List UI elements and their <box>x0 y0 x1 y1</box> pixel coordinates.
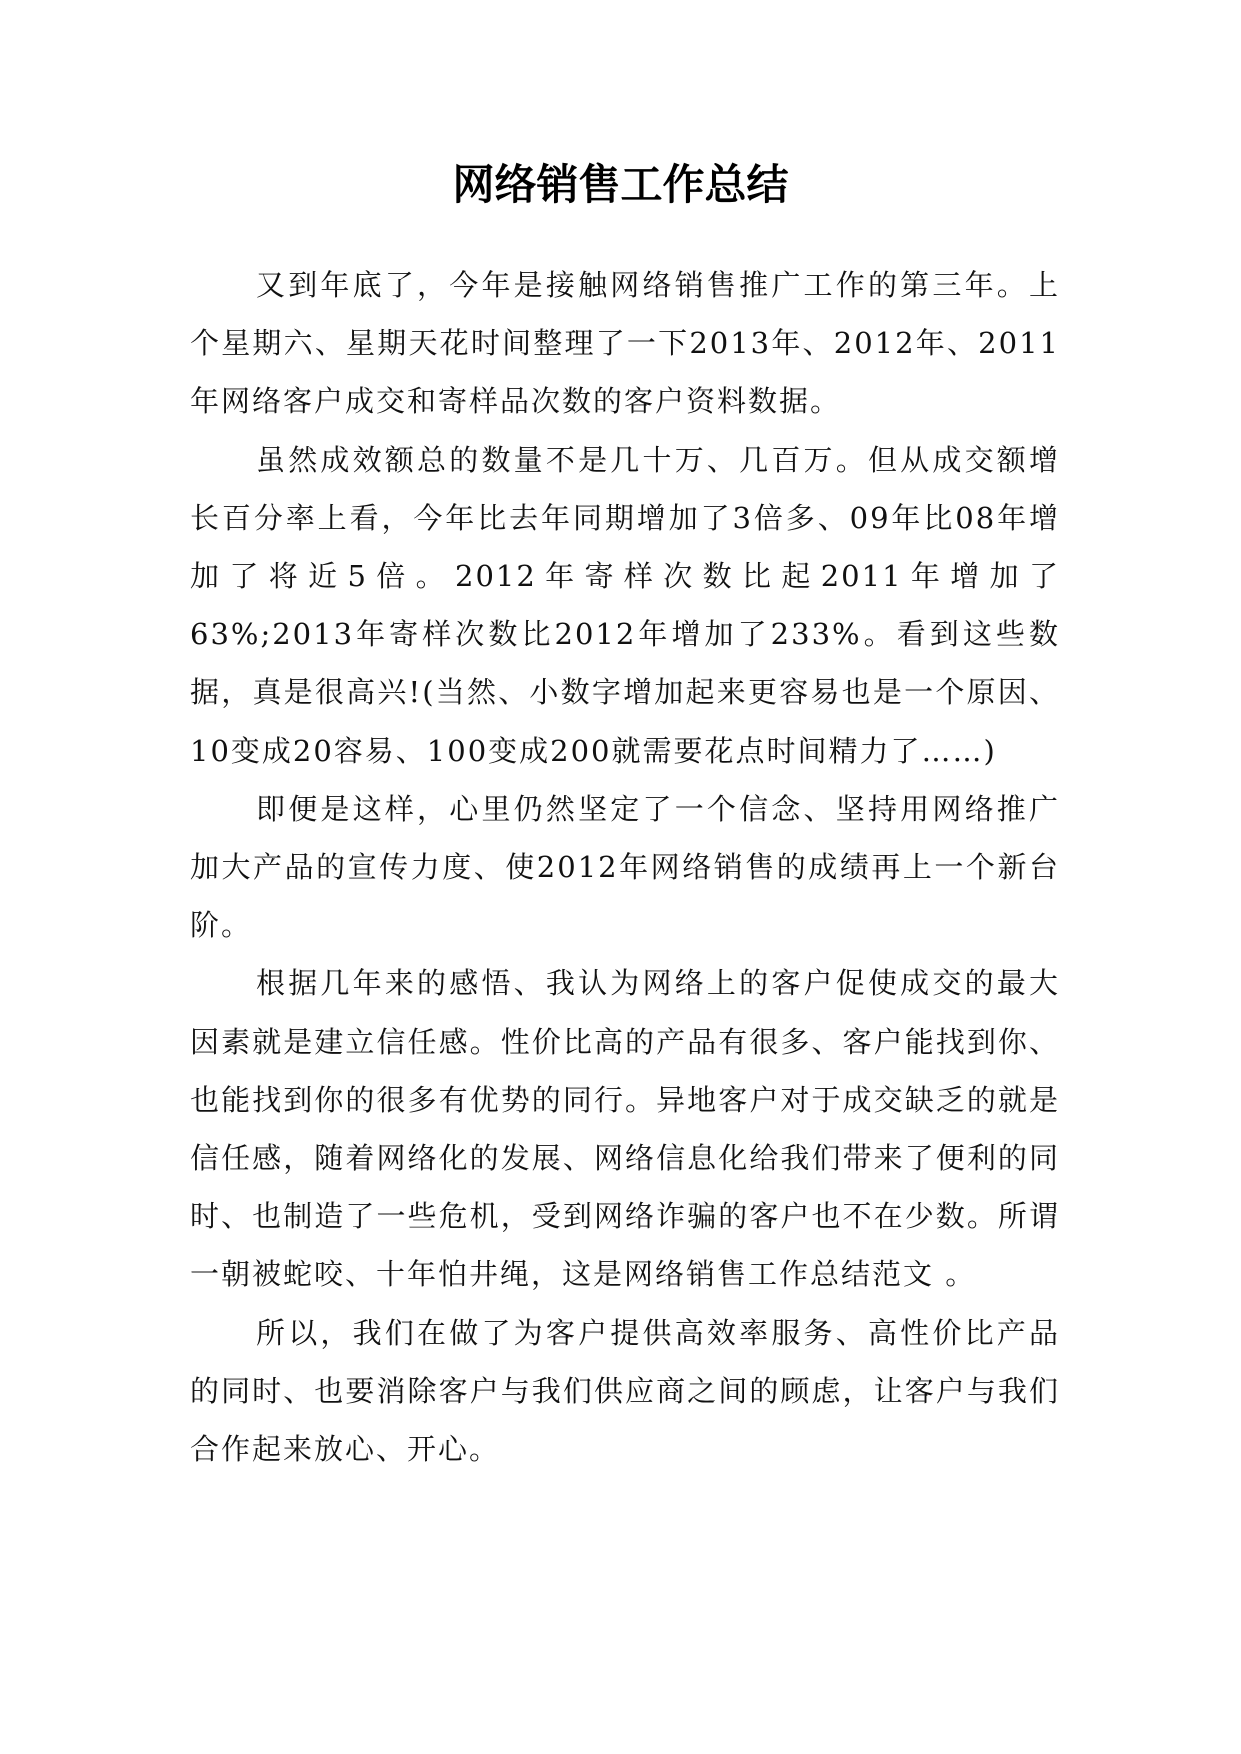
paragraph-3: 即便是这样，心里仍然坚定了一个信念、坚持用网络推广加大产品的宣传力度、使2012年网络销售的成绩再上一个新台阶。 <box>190 791 1060 943</box>
paragraph-2: 虽然成效额总的数量不是几十万、几百万。但从成交额增长百分率上看，今年比去年同期增加了3倍多、09年比08年增加了将近5倍。2012年寄样次数比起2011年增加了63%;2013年寄样次数比2012年增加了233%。看到这些数据，真是很高兴!(当然、小数字增加起来更容易也是一个原因、10变成20容易、100变成200就需要花点时间精力了……) <box>190 442 1060 768</box>
document-title: 网络销售工作总结 <box>452 160 789 209</box>
paragraph-1: 又到年底了，今年是接触网络销售推广工作的第三年。上个星期六、星期天花时间整理了一下2013年、2012年、2011年网络客户成交和寄样品次数的客户资料数据。 <box>190 268 1060 419</box>
document-body <box>190 256 1060 1478</box>
paragraph-4: 根据几年来的感悟、我认为网络上的客户促使成交的最大因素就是建立信任感。性价比高的产品有很多、客户能找到你、也能找到你的很多有优势的同行。异地客户对于成交缺乏的就是信任感，随着网络化的发展、网络信息化给我们带来了便利的同时、也制造了一些危机，受到网络诈骗的客户也不在少数。所谓一朝被蛇咬、十年怕井绳，这是网络销售工作总结范文 。 <box>190 966 1060 1292</box>
paragraph-5: 所以，我们在做了为客户提供高效率服务、高性价比产品的同时、也要消除客户与我们供应商之间的顾虑，让客户与我们合作起来放心、开心。 <box>190 1315 1060 1467</box>
